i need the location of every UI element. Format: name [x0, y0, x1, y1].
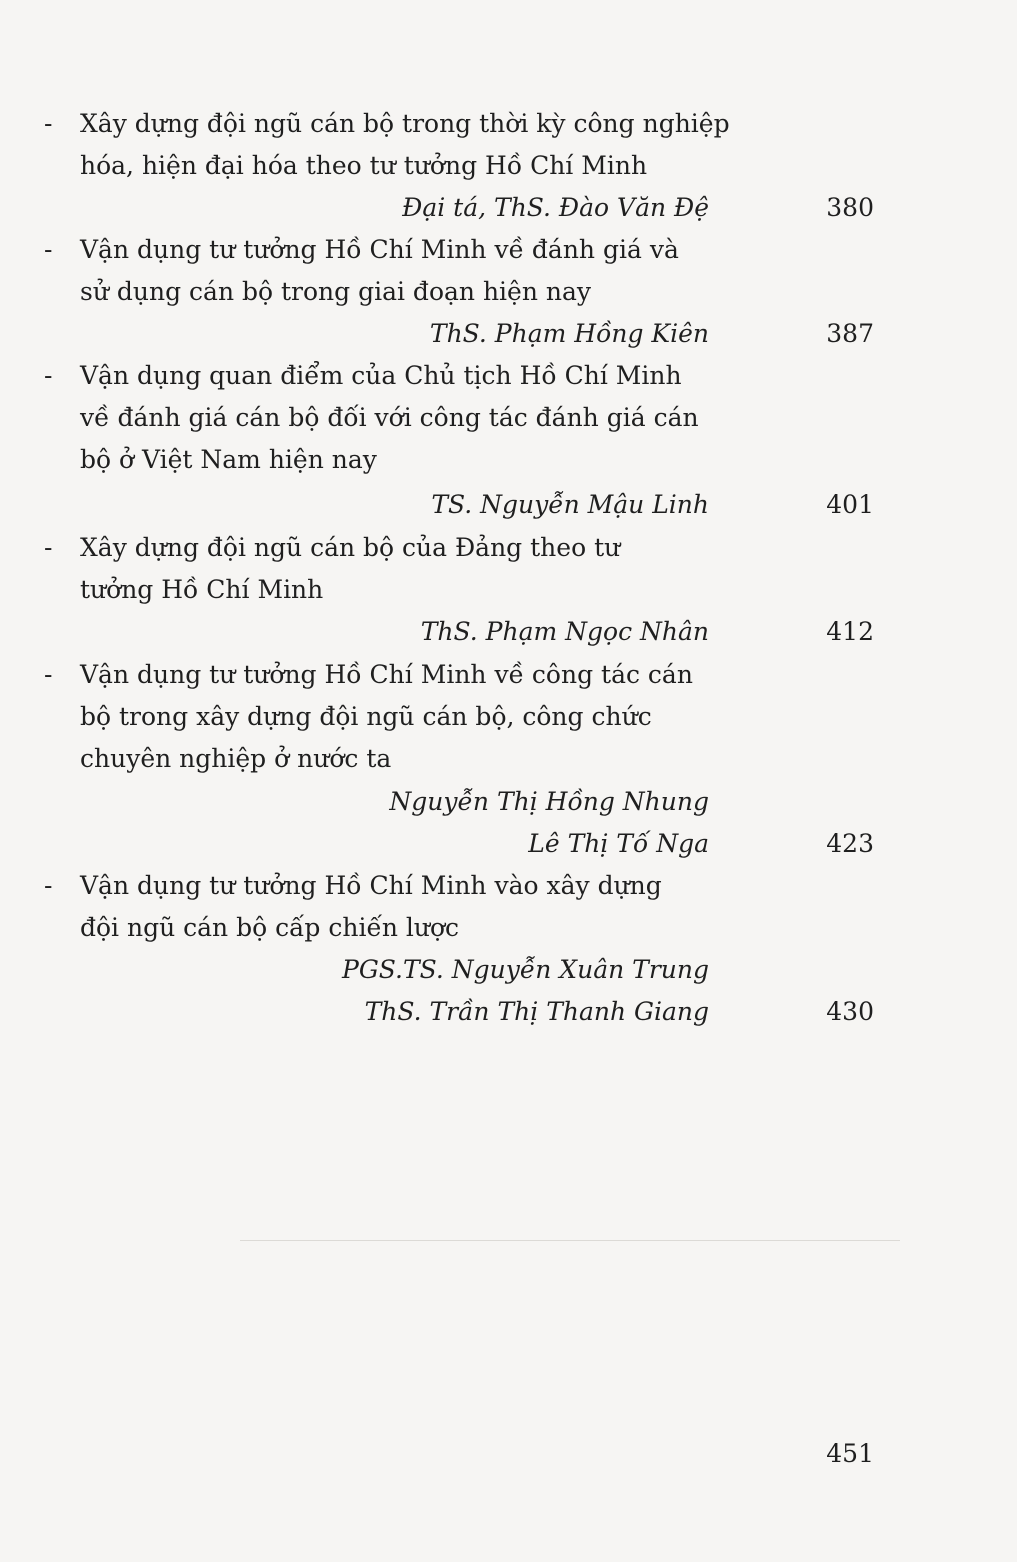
entry-title-line: tưởng Hồ Chí Minh [80, 575, 324, 604]
entry-title-line: Vận dụng tư tưởng Hồ Chí Minh vào xây dựng [80, 871, 662, 900]
entry-page-number: 401 [826, 490, 874, 519]
page-number: 451 [826, 1439, 874, 1468]
entry-page-number: 380 [826, 193, 874, 222]
entry-author: PGS.TS. Nguyễn Xuân Trung [342, 955, 709, 984]
entry-title-line: hóa, hiện đại hóa theo tư tưởng Hồ Chí Minh [80, 151, 648, 180]
entry-title-line: Xây dựng đội ngũ cán bộ của Đảng theo tư [80, 533, 621, 562]
entry-dash: - [44, 361, 53, 390]
entry-dash: - [44, 533, 53, 562]
entry-title-line: sử dụng cán bộ trong giai đoạn hiện nay [80, 277, 592, 306]
entry-dash: - [44, 660, 53, 689]
entry-page-number: 387 [826, 319, 874, 348]
entry-author: Nguyễn Thị Hồng Nhung [389, 787, 709, 816]
entry-dash: - [44, 235, 53, 264]
entry-dash: - [44, 871, 53, 900]
entry-author: Đại tá, ThS. Đào Văn Đệ [402, 193, 709, 222]
entry-author: Lê Thị Tố Nga [528, 829, 709, 858]
entry-title[interactable] [80, 865, 710, 949]
entry-title-line: bộ ở Việt Nam hiện nay [80, 445, 377, 474]
entry-title[interactable] [80, 527, 710, 611]
entry-author: ThS. Trần Thị Thanh Giang [364, 997, 709, 1026]
entry-author: ThS. Phạm Ngọc Nhân [420, 617, 709, 646]
entry-page-number: 423 [826, 829, 874, 858]
entry-title-line: Vận dụng tư tưởng Hồ Chí Minh về đánh giá và [80, 235, 679, 264]
entry-author: ThS. Phạm Hồng Kiên [429, 319, 709, 348]
entry-title[interactable] [80, 229, 710, 313]
entry-title-line: chuyên nghiệp ở nước ta [80, 744, 392, 773]
entry-page-number: 412 [826, 617, 874, 646]
show-through-rule [240, 1240, 900, 1241]
entry-title-line: Xây dựng đội ngũ cán bộ trong thời kỳ công nghiệp [80, 109, 730, 138]
entry-title[interactable] [80, 355, 710, 481]
entry-page-number: 430 [826, 997, 874, 1026]
entry-title-line: về đánh giá cán bộ đối với công tác đánh giá cán [80, 403, 699, 432]
entry-title-line: Vận dụng tư tưởng Hồ Chí Minh về công tác cán [80, 660, 693, 689]
entry-title-line: Vận dụng quan điểm của Chủ tịch Hồ Chí Minh [80, 361, 682, 390]
entry-dash: - [44, 109, 53, 138]
entry-author: TS. Nguyễn Mậu Linh [431, 490, 709, 519]
entry-title-line: bộ trong xây dựng đội ngũ cán bộ, công chức [80, 702, 652, 731]
entry-title[interactable] [80, 103, 730, 187]
entry-title-line: đội ngũ cán bộ cấp chiến lược [80, 913, 460, 942]
entry-title[interactable] [80, 654, 710, 780]
